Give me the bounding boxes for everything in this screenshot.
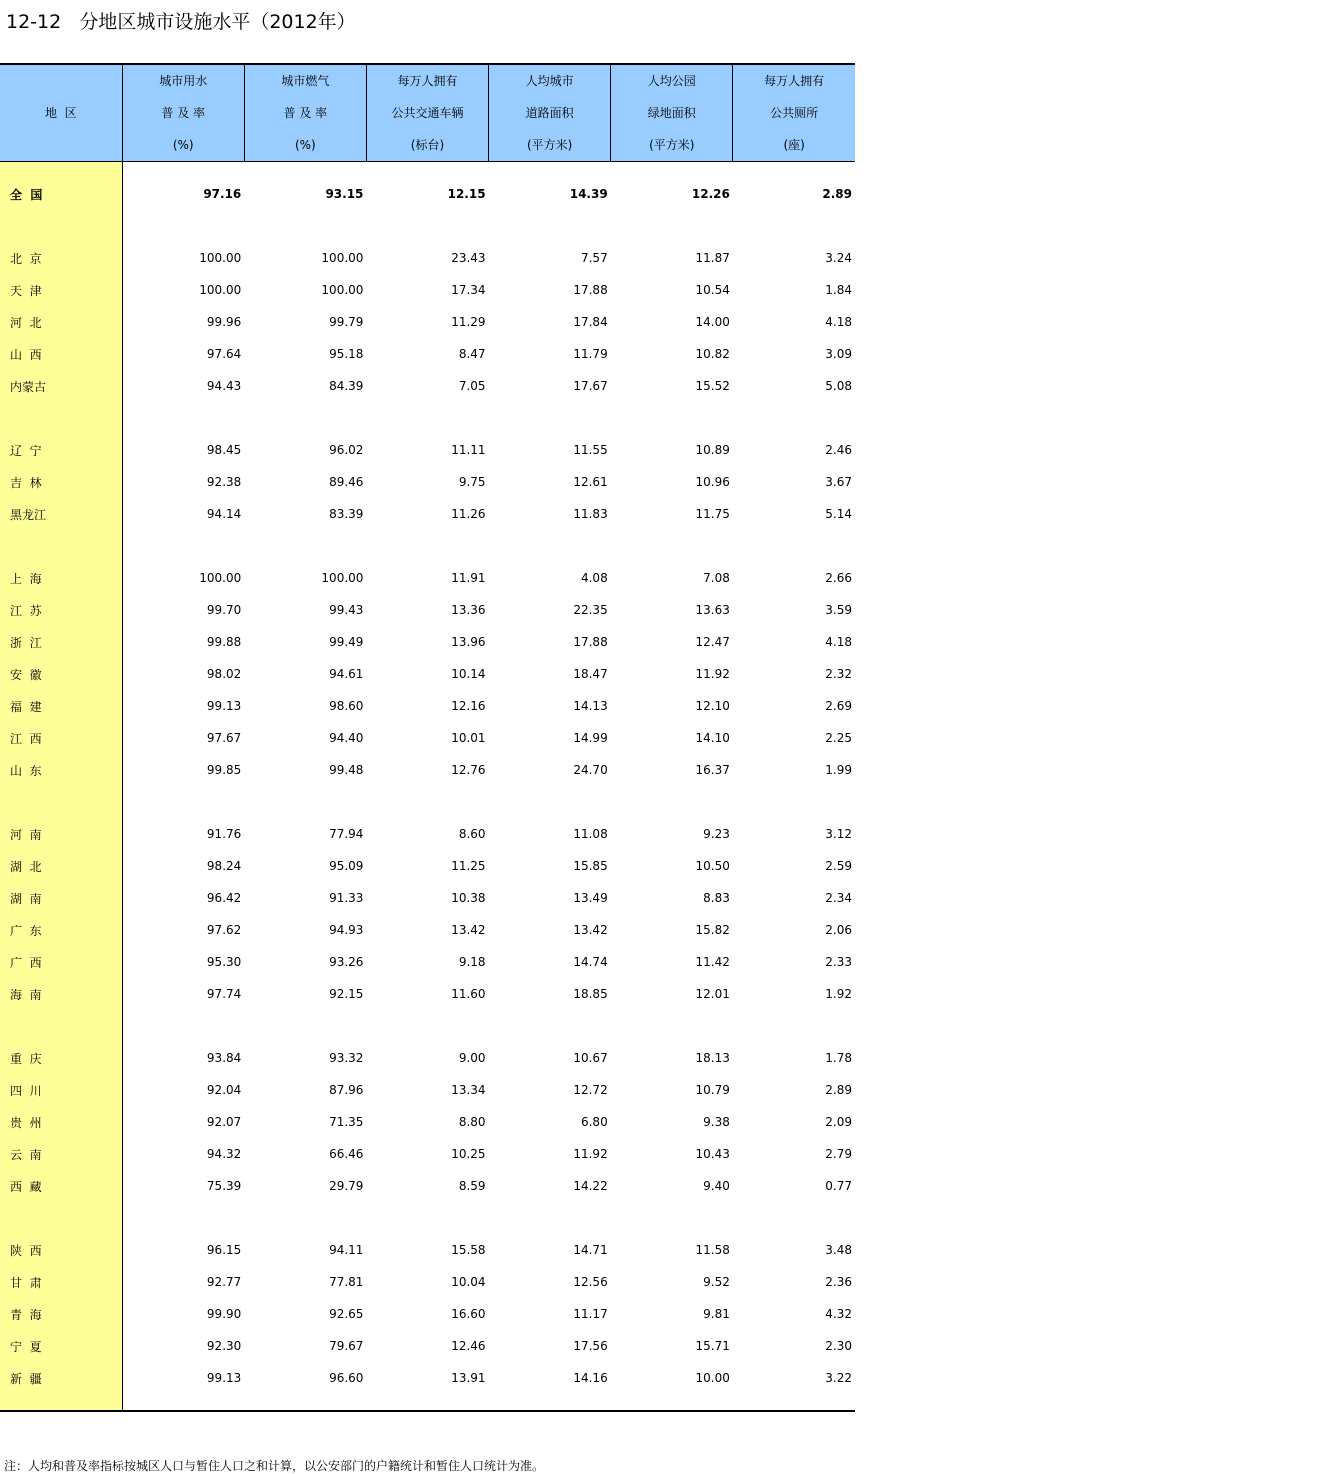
region-cell: 江 苏 — [0, 594, 122, 626]
table-row — [0, 626, 855, 658]
spacer-row — [0, 1010, 855, 1042]
spacer-row — [0, 162, 855, 179]
value-cell: 95.09 — [329, 859, 364, 873]
table-header-row — [0, 64, 855, 162]
value-cell: 9.18 — [458, 955, 486, 969]
value-cell: 99.88 — [206, 635, 242, 649]
value-cell: 17.84 — [573, 315, 608, 329]
region-cell: 云 南 — [0, 1138, 122, 1170]
column-header-line: (%) — [294, 138, 316, 152]
region-cell: 广 西 — [0, 946, 122, 978]
value-cell: 100.00 — [321, 571, 364, 585]
value-cell: 2.25 — [825, 731, 852, 745]
value-cell: 2.46 — [825, 443, 852, 457]
value-cell: 98.60 — [329, 699, 364, 713]
value-cell: 10.04 — [451, 1275, 486, 1289]
value-cell: 93.26 — [329, 955, 364, 969]
value-cell: 79.67 — [329, 1339, 364, 1353]
value-cell: 10.89 — [695, 443, 730, 457]
table-row — [0, 914, 855, 946]
value-cell: 99.48 — [329, 763, 364, 777]
value-cell: 11.92 — [695, 667, 730, 681]
value-cell: 99.79 — [329, 315, 364, 329]
value-cell: 71.35 — [329, 1115, 364, 1129]
table-row — [0, 1298, 855, 1330]
value-cell: 13.49 — [573, 891, 608, 905]
value-cell: 11.87 — [695, 251, 730, 265]
value-cell: 11.11 — [451, 443, 486, 457]
region-cell: 海 南 — [0, 978, 122, 1010]
value-cell: 2.79 — [825, 1147, 852, 1161]
value-cell: 99.13 — [206, 699, 242, 713]
value-cell: 94.32 — [206, 1147, 242, 1161]
column-header-line: 普 及 率 — [283, 106, 328, 120]
value-cell: 14.16 — [573, 1371, 608, 1385]
column-header — [611, 64, 733, 162]
table-row — [0, 1170, 855, 1202]
column-header-line: 公共厕所 — [770, 106, 819, 120]
value-cell: 10.43 — [695, 1147, 730, 1161]
value-cell: 8.59 — [458, 1179, 486, 1193]
region-cell: 湖 北 — [0, 850, 122, 882]
value-cell: 18.47 — [573, 667, 608, 681]
data-table-container — [0, 63, 855, 1412]
value-cell: 14.71 — [573, 1243, 608, 1257]
column-header-line: 道路面积 — [525, 106, 574, 120]
value-cell: 96.15 — [206, 1243, 242, 1257]
value-cell: 99.13 — [206, 1371, 242, 1385]
value-cell: 12.10 — [695, 699, 730, 713]
value-cell: 100.00 — [321, 283, 364, 297]
value-cell: 17.56 — [573, 1339, 608, 1353]
value-cell: 8.80 — [458, 1115, 486, 1129]
value-cell: 12.76 — [451, 763, 486, 777]
spacer-row — [0, 402, 855, 434]
value-cell: 91.76 — [206, 827, 242, 841]
region-cell: 西 藏 — [0, 1170, 122, 1202]
value-cell: 11.17 — [573, 1307, 608, 1321]
value-cell: 93.32 — [329, 1051, 364, 1065]
value-cell: 14.22 — [573, 1179, 608, 1193]
region-cell: 吉 林 — [0, 466, 122, 498]
value-cell: 22.35 — [573, 603, 608, 617]
value-cell: 2.66 — [825, 571, 852, 585]
region-cell: 辽 宁 — [0, 434, 122, 466]
value-cell: 8.60 — [458, 827, 486, 841]
value-cell: 13.96 — [451, 635, 486, 649]
value-cell: 3.59 — [825, 603, 852, 617]
value-cell: 12.72 — [573, 1083, 608, 1097]
table-row — [0, 850, 855, 882]
value-cell: 98.45 — [206, 443, 242, 457]
value-cell: 94.93 — [329, 923, 364, 937]
value-cell: 16.60 — [451, 1307, 486, 1321]
value-cell: 66.46 — [329, 1147, 364, 1161]
column-header-line: 人均公园 — [647, 74, 696, 88]
value-cell: 0.77 — [825, 1179, 852, 1193]
value-cell: 84.39 — [329, 379, 364, 393]
value-cell: 2.32 — [825, 667, 852, 681]
value-cell: 2.89 — [822, 187, 852, 201]
region-cell: 内蒙古 — [0, 370, 122, 402]
value-cell: 94.40 — [329, 731, 364, 745]
spacer-row — [0, 1394, 855, 1411]
value-cell: 87.96 — [329, 1083, 364, 1097]
table-row — [0, 690, 855, 722]
value-cell: 8.83 — [703, 891, 730, 905]
value-cell: 24.70 — [573, 763, 608, 777]
column-header — [122, 64, 244, 162]
value-cell: 100.00 — [321, 251, 364, 265]
region-cell: 重 庆 — [0, 1042, 122, 1074]
value-cell: 10.01 — [451, 731, 486, 745]
value-cell: 11.83 — [573, 507, 608, 521]
value-cell: 4.32 — [825, 1307, 852, 1321]
value-cell: 1.92 — [825, 987, 852, 1001]
table-row — [0, 594, 855, 626]
column-header-line: 城市燃气 — [281, 74, 330, 88]
column-header-line: 绿地面积 — [647, 106, 696, 120]
value-cell: 13.63 — [695, 603, 730, 617]
value-cell: 15.52 — [695, 379, 730, 393]
table-row — [0, 658, 855, 690]
value-cell: 96.60 — [329, 1371, 364, 1385]
table-row — [0, 882, 855, 914]
value-cell: 4.18 — [825, 635, 852, 649]
value-cell: 10.25 — [451, 1147, 486, 1161]
value-cell: 97.64 — [206, 347, 242, 361]
value-cell: 9.23 — [703, 827, 730, 841]
value-cell: 11.92 — [573, 1147, 608, 1161]
region-cell: 全 国 — [0, 178, 122, 210]
value-cell: 10.54 — [695, 283, 730, 297]
value-cell: 15.85 — [573, 859, 608, 873]
column-header-line: 城市用水 — [159, 74, 208, 88]
value-cell: 11.58 — [695, 1243, 730, 1257]
column-header — [244, 64, 366, 162]
value-cell: 77.81 — [329, 1275, 364, 1289]
value-cell: 4.08 — [580, 571, 608, 585]
value-cell: 92.38 — [206, 475, 242, 489]
value-cell: 9.40 — [703, 1179, 730, 1193]
value-cell: 14.74 — [573, 955, 608, 969]
value-cell: 77.94 — [329, 827, 364, 841]
value-cell: 8.47 — [458, 347, 486, 361]
value-cell: 4.18 — [825, 315, 852, 329]
value-cell: 11.42 — [695, 955, 730, 969]
region-cell: 福 建 — [0, 690, 122, 722]
value-cell: 14.39 — [569, 187, 608, 201]
region-cell: 上 海 — [0, 562, 122, 594]
value-cell: 17.88 — [573, 635, 608, 649]
value-cell: 18.85 — [573, 987, 608, 1001]
column-header-line: (标台) — [410, 138, 445, 152]
column-header-line: 公共交通车辆 — [391, 106, 464, 120]
value-cell: 92.07 — [206, 1115, 242, 1129]
value-cell: 99.70 — [206, 603, 242, 617]
table-row — [0, 1330, 855, 1362]
value-cell: 3.24 — [825, 251, 852, 265]
value-cell: 95.30 — [206, 955, 242, 969]
table-row — [0, 1138, 855, 1170]
value-cell: 15.58 — [451, 1243, 486, 1257]
value-cell: 17.88 — [573, 283, 608, 297]
value-cell: 13.36 — [451, 603, 486, 617]
value-cell: 12.26 — [691, 187, 730, 201]
value-cell: 14.00 — [695, 315, 730, 329]
value-cell: 97.16 — [203, 187, 242, 201]
value-cell: 94.11 — [329, 1243, 364, 1257]
value-cell: 11.55 — [573, 443, 608, 457]
value-cell: 99.43 — [329, 603, 364, 617]
value-cell: 1.99 — [825, 763, 852, 777]
value-cell: 12.15 — [447, 187, 486, 201]
value-cell: 9.52 — [703, 1275, 730, 1289]
value-cell: 2.06 — [825, 923, 852, 937]
value-cell: 98.02 — [206, 667, 242, 681]
value-cell: 99.85 — [206, 763, 242, 777]
value-cell: 11.60 — [451, 987, 486, 1001]
value-cell: 99.96 — [206, 315, 242, 329]
region-cell: 四 川 — [0, 1074, 122, 1106]
table-row — [0, 1234, 855, 1266]
value-cell: 14.99 — [573, 731, 608, 745]
value-cell: 12.47 — [695, 635, 730, 649]
region-cell: 河 南 — [0, 818, 122, 850]
value-cell: 2.34 — [825, 891, 852, 905]
value-cell: 17.67 — [573, 379, 608, 393]
value-cell: 92.30 — [206, 1339, 242, 1353]
value-cell: 9.00 — [458, 1051, 486, 1065]
value-cell: 7.05 — [458, 379, 486, 393]
value-cell: 99.49 — [329, 635, 364, 649]
value-cell: 93.84 — [206, 1051, 242, 1065]
table-row — [0, 1266, 855, 1298]
table-row — [0, 818, 855, 850]
value-cell: 6.80 — [580, 1115, 608, 1129]
value-cell: 97.74 — [206, 987, 242, 1001]
value-cell: 96.42 — [206, 891, 242, 905]
value-cell: 29.79 — [329, 1179, 364, 1193]
value-cell: 12.16 — [451, 699, 486, 713]
table-row — [0, 370, 855, 402]
value-cell: 92.04 — [206, 1083, 242, 1097]
table-row — [0, 1106, 855, 1138]
region-cell: 山 西 — [0, 338, 122, 370]
region-cell: 河 北 — [0, 306, 122, 338]
value-cell: 11.79 — [573, 347, 608, 361]
table-row — [0, 1074, 855, 1106]
value-cell: 11.25 — [451, 859, 486, 873]
value-cell: 13.42 — [573, 923, 608, 937]
value-cell: 15.82 — [695, 923, 730, 937]
region-cell: 天 津 — [0, 274, 122, 306]
region-cell: 浙 江 — [0, 626, 122, 658]
value-cell: 92.65 — [329, 1307, 364, 1321]
table-row — [0, 722, 855, 754]
value-cell: 100.00 — [199, 571, 242, 585]
value-cell: 9.75 — [458, 475, 486, 489]
table-row — [0, 498, 855, 530]
column-header-line: (%) — [172, 138, 194, 152]
table-row — [0, 562, 855, 594]
region-cell: 青 海 — [0, 1298, 122, 1330]
value-cell: 100.00 — [199, 251, 242, 265]
value-cell: 1.84 — [825, 283, 852, 297]
value-cell: 100.00 — [199, 283, 242, 297]
value-cell: 10.96 — [695, 475, 730, 489]
header-region: 地 区 — [0, 64, 122, 162]
value-cell: 2.59 — [825, 859, 852, 873]
table-row — [0, 178, 855, 210]
table-row — [0, 1042, 855, 1074]
value-cell: 91.33 — [329, 891, 364, 905]
value-cell: 93.15 — [325, 187, 364, 201]
value-cell: 10.38 — [451, 891, 486, 905]
value-cell: 11.29 — [451, 315, 486, 329]
value-cell: 96.02 — [329, 443, 364, 457]
spacer-row — [0, 1202, 855, 1234]
value-cell: 3.22 — [825, 1371, 852, 1385]
table-row — [0, 434, 855, 466]
value-cell: 2.33 — [825, 955, 852, 969]
value-cell: 12.61 — [573, 475, 608, 489]
value-cell: 11.08 — [573, 827, 608, 841]
value-cell: 12.01 — [695, 987, 730, 1001]
value-cell: 14.13 — [573, 699, 608, 713]
value-cell: 5.14 — [825, 507, 852, 521]
value-cell: 97.62 — [206, 923, 242, 937]
value-cell: 10.50 — [695, 859, 730, 873]
value-cell: 13.91 — [451, 1371, 486, 1385]
value-cell: 83.39 — [329, 507, 364, 521]
table-row — [0, 338, 855, 370]
region-cell: 北 京 — [0, 242, 122, 274]
column-header-line: (平方米) — [649, 138, 695, 152]
page-title: 12-12 分地区城市设施水平（2012年） — [6, 11, 356, 33]
region-cell: 山 东 — [0, 754, 122, 786]
table-row — [0, 466, 855, 498]
value-cell: 7.08 — [703, 571, 730, 585]
region-cell: 广 东 — [0, 914, 122, 946]
value-cell: 12.56 — [573, 1275, 608, 1289]
table-row — [0, 754, 855, 786]
table-row — [0, 946, 855, 978]
value-cell: 99.90 — [206, 1307, 242, 1321]
value-cell: 3.67 — [825, 475, 852, 489]
column-header — [366, 64, 488, 162]
column-header — [733, 64, 855, 162]
value-cell: 10.00 — [695, 1371, 730, 1385]
value-cell: 94.61 — [329, 667, 364, 681]
value-cell: 75.39 — [206, 1179, 242, 1193]
table-row — [0, 1362, 855, 1394]
value-cell: 2.36 — [825, 1275, 852, 1289]
value-cell: 13.42 — [451, 923, 486, 937]
column-header-line: 人均城市 — [525, 74, 574, 88]
value-cell: 15.71 — [695, 1339, 730, 1353]
value-cell: 1.78 — [825, 1051, 852, 1065]
column-header-line: (座) — [783, 138, 805, 152]
table-body — [0, 162, 855, 1412]
value-cell: 13.34 — [451, 1083, 486, 1097]
value-cell: 3.09 — [825, 347, 852, 361]
value-cell: 17.34 — [451, 283, 486, 297]
value-cell: 3.48 — [825, 1243, 852, 1257]
column-header — [489, 64, 611, 162]
value-cell: 2.09 — [825, 1115, 852, 1129]
value-cell: 2.89 — [825, 1083, 852, 1097]
region-cell: 安 徽 — [0, 658, 122, 690]
value-cell: 18.13 — [695, 1051, 730, 1065]
value-cell: 10.67 — [573, 1051, 608, 1065]
value-cell: 92.15 — [329, 987, 364, 1001]
value-cell: 95.18 — [329, 347, 364, 361]
table-row — [0, 306, 855, 338]
value-cell: 97.67 — [206, 731, 242, 745]
footnote: 注：人均和普及率指标按城区人口与暂住人口之和计算，以公安部门的户籍统计和暂住人口统计为准。 — [4, 1459, 545, 1473]
spacer-row — [0, 530, 855, 562]
region-cell: 新 疆 — [0, 1362, 122, 1394]
value-cell: 10.82 — [695, 347, 730, 361]
value-cell: 14.10 — [695, 731, 730, 745]
value-cell: 10.14 — [451, 667, 486, 681]
value-cell: 94.43 — [206, 379, 242, 393]
value-cell: 2.30 — [825, 1339, 852, 1353]
value-cell: 98.24 — [206, 859, 242, 873]
value-cell: 11.91 — [451, 571, 486, 585]
region-cell: 江 西 — [0, 722, 122, 754]
value-cell: 92.77 — [206, 1275, 242, 1289]
value-cell: 2.69 — [825, 699, 852, 713]
spacer-row — [0, 210, 855, 242]
value-cell: 5.08 — [825, 379, 852, 393]
region-cell: 宁 夏 — [0, 1330, 122, 1362]
spacer-row — [0, 786, 855, 818]
value-cell: 11.75 — [695, 507, 730, 521]
table-row — [0, 978, 855, 1010]
value-cell: 11.26 — [451, 507, 486, 521]
region-cell: 贵 州 — [0, 1106, 122, 1138]
value-cell: 89.46 — [329, 475, 364, 489]
region-cell: 陕 西 — [0, 1234, 122, 1266]
value-cell: 94.14 — [206, 507, 242, 521]
region-cell: 湖 南 — [0, 882, 122, 914]
data-table — [0, 63, 855, 1412]
value-cell: 23.43 — [451, 251, 486, 265]
value-cell: 9.81 — [703, 1307, 730, 1321]
value-cell: 3.12 — [825, 827, 852, 841]
region-cell: 黑龙江 — [0, 498, 122, 530]
column-header-line: 普 及 率 — [161, 106, 206, 120]
table-row — [0, 242, 855, 274]
column-header-line: (平方米) — [526, 138, 573, 152]
table-row — [0, 274, 855, 306]
column-header-line: 每万人拥有 — [397, 74, 458, 88]
value-cell: 10.79 — [695, 1083, 730, 1097]
value-cell: 7.57 — [580, 251, 608, 265]
region-cell: 甘 肃 — [0, 1266, 122, 1298]
value-cell: 16.37 — [695, 763, 730, 777]
column-header-line: 每万人拥有 — [764, 74, 825, 88]
value-cell: 9.38 — [703, 1115, 730, 1129]
value-cell: 12.46 — [451, 1339, 486, 1353]
